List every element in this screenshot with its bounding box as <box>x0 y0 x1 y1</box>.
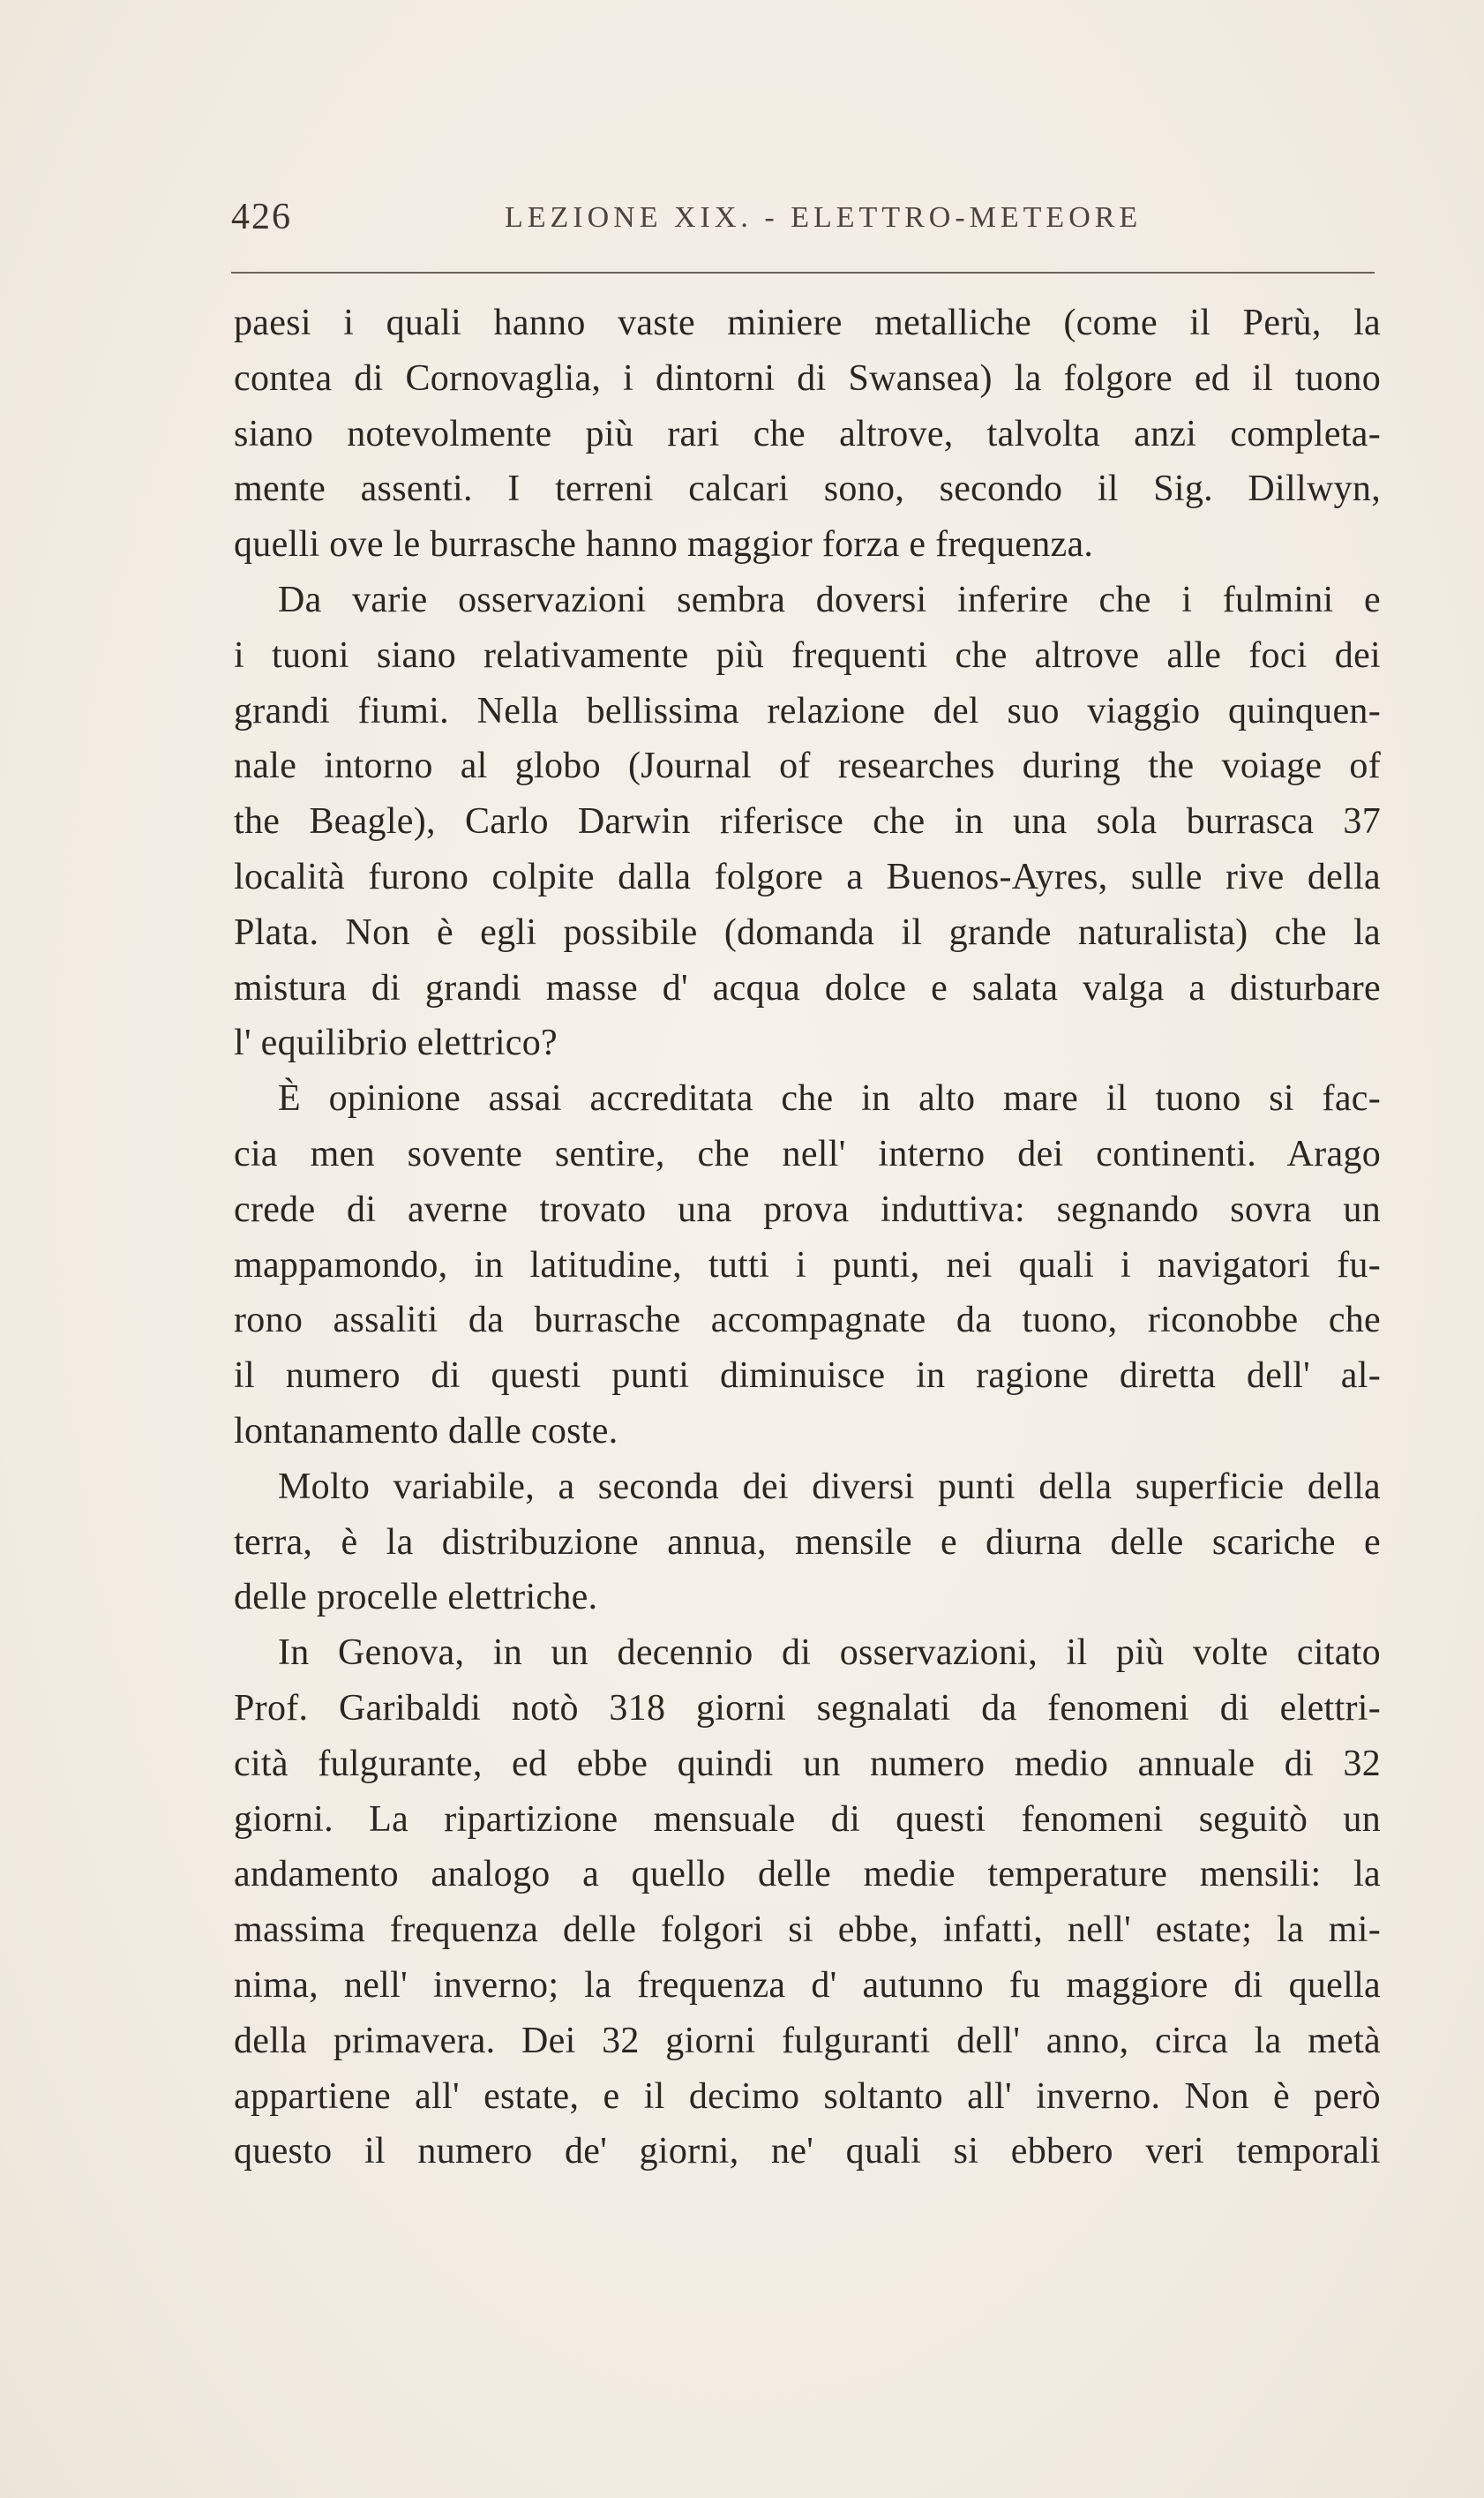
text-line: grandi fiumi. Nella bellissima relazione del suo viaggio quinquen- <box>234 690 1381 731</box>
text-line: massima frequenza delle folgori si ebbe, infatti, nell' estate; la mi- <box>234 1909 1381 1951</box>
text-line: questo il numero de' giorni, ne' quali si ebbero veri temporali <box>234 2131 1381 2172</box>
text-line: i tuoni siano relativamente più frequenti che altrove alle foci dei <box>234 634 1381 676</box>
body-text <box>234 296 1381 2179</box>
text-line: il numero di questi punti diminuisce in ragione diretta dell' al- <box>234 1355 1381 1397</box>
text-line: nale intorno al globo (Journal of researches during the voiage of <box>234 746 1381 787</box>
text-line: appartiene all' estate, e il decimo soltanto all' inverno. Non è però <box>234 2075 1381 2117</box>
text-line: rono assaliti da burrasche accompagnate da tuono, riconobbe che <box>234 1300 1381 1341</box>
header-rule <box>231 272 1375 274</box>
text-line: contea di Cornovaglia, i dintorni di Swansea) la folgore ed il tuono <box>234 357 1381 399</box>
text-line: nima, nell' inverno; la frequenza d' autunno fu maggiore di quella <box>234 1964 1381 2006</box>
text-line: giorni. La ripartizione mensuale di questi fenomeni seguitò un <box>234 1798 1381 1840</box>
text-line: quelli ove le burrasche hanno maggior forza e frequenza. <box>234 524 1094 566</box>
text-line: paesi i quali hanno vaste miniere metalliche (come il Perù, la <box>234 303 1381 343</box>
text-line: In Genova, in un decennio di osservazioni, il più volte citato <box>278 1632 1381 1674</box>
text-line: andamento analogo a quello delle medie temperature mensili: la <box>234 1854 1381 1895</box>
text-line: mappamondo, in latitudine, tutti i punti, nei quali i navigatori fu- <box>234 1244 1381 1286</box>
page-header <box>231 196 1378 240</box>
text-line: l' equilibrio elettrico? <box>234 1023 558 1064</box>
text-line: Prof. Garibaldi notò 318 giorni segnalati da fenomeni di elettri- <box>234 1687 1381 1729</box>
text-line: Da varie osservazioni sembra doversi inferire che i fulmini e <box>278 579 1381 620</box>
text-line: lontanamento dalle coste. <box>234 1410 618 1452</box>
text-line: siano notevolmente più rari che altrove, talvolta anzi completa- <box>234 413 1381 454</box>
text-line: mente assenti. I terreni calcari sono, secondo il Sig. Dillwyn, <box>234 469 1381 510</box>
text-line: Plata. Non è egli possibile (domanda il grande naturalista) che la <box>234 911 1381 953</box>
text-line: località furono colpite dalla folgore a Buenos-Ayres, sulle rive della <box>234 856 1381 897</box>
text-line: crede di averne trovato una prova induttiva: segnando sovra un <box>234 1189 1381 1230</box>
text-line: delle procelle elettriche. <box>234 1577 598 1618</box>
page-number: 426 <box>231 197 292 237</box>
text-line: the Beagle), Carlo Darwin riferisce che in una sola burrasca 37 <box>234 801 1381 843</box>
text-line: Molto variabile, a seconda dei diversi punti della superficie della <box>278 1466 1381 1507</box>
text-line: È opinione assai accreditata che in alto mare il tuono si fac- <box>278 1078 1381 1120</box>
text-line: terra, è la distribuzione annua, mensile e diurna delle scariche e <box>234 1521 1381 1563</box>
text-line: mistura di grandi masse d' acqua dolce e salata valga a disturbare <box>234 967 1381 1009</box>
text-line: cità fulgurante, ed ebbe quindi un numero medio annuale di 32 <box>234 1743 1381 1784</box>
text-line: della primavera. Dei 32 giorni fulguranti dell' anno, circa la metà <box>234 2020 1381 2061</box>
running-head: LEZIONE XIX. - ELETTRO-METEORE <box>505 201 1143 234</box>
text-line: cia men sovente sentire, che nell' interno dei continenti. Arago <box>234 1133 1381 1174</box>
